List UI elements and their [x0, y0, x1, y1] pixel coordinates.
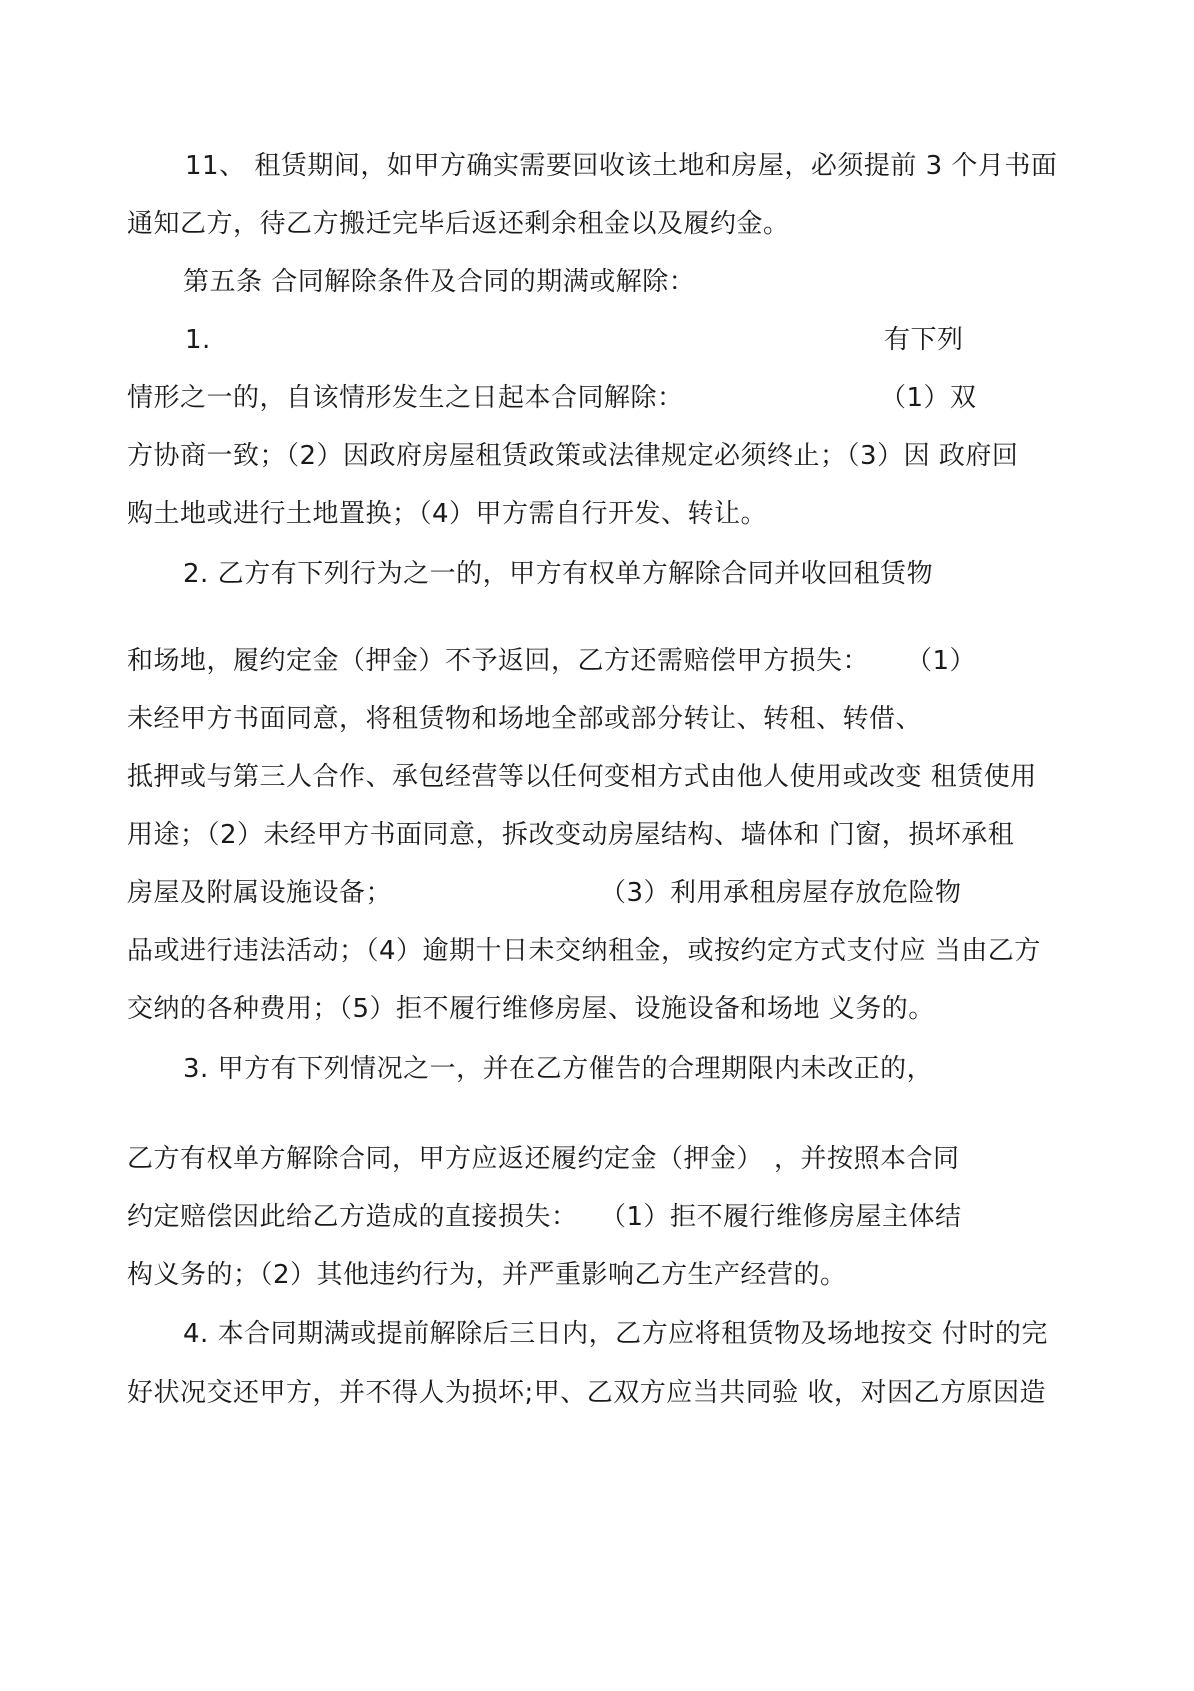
- text-line: 房屋及附属设施设备；: [127, 878, 393, 908]
- text-line: 购土地或进行土地置换；（4）甲方需自行开发、转让。: [127, 499, 768, 529]
- text-line: 品或进行违法活动；（4）逾期十日未交纳租金，或按约定方式支付应 当由乙方: [127, 936, 1041, 966]
- text-line: 通知乙方，待乙方搬迁完毕后返还剩余租金以及履约金。: [127, 209, 790, 239]
- text-line: 情形之一的，自该情形发生之日起本合同解除：: [127, 383, 684, 413]
- text-line: 和场地，履约定金（押金）不予返回，乙方还需赔偿甲方损失：: [127, 646, 870, 676]
- text-line: 构义务的；（2）其他违约行为，并严重影响乙方生产经营的。: [127, 1260, 847, 1290]
- text-line: 未经甲方书面同意，将租赁物和场地全部或部分转让、转租、转借、: [127, 704, 923, 734]
- text-line: （1）双: [880, 383, 977, 413]
- text-line: （1）拒不履行维修房屋主体结: [600, 1202, 962, 1232]
- text-line: 乙方有权单方解除合同，甲方应返还履约定金（押金）: [127, 1144, 764, 1174]
- text-line: 第五条 合同解除条件及合同的期满或解除：: [183, 267, 696, 297]
- text-line: ，并按照本合同: [774, 1144, 960, 1174]
- text-line: （1）: [906, 646, 977, 676]
- text-line: 约定赔偿因此给乙方造成的直接损失：: [127, 1202, 578, 1232]
- text-line: 抵押或与第三人合作、承包经营等以任何变相方式由他人使用或改变 租赁使用: [127, 762, 1037, 792]
- text-line: 2. 乙方有下列行为之一的，甲方有权单方解除合同并收回租赁物: [183, 559, 934, 589]
- text-line: 方协商一致；（2）因政府房屋租赁政策或法律规定必须终止；（3）因 政府回: [127, 441, 1019, 471]
- text-line: 好状况交还甲方，并不得人为损坏;甲、乙双方应当共同验 收，对因乙方原因造: [127, 1378, 1047, 1408]
- text-line: 1.: [185, 325, 211, 355]
- text-line: 4. 本合同期满或提前解除后三日内，乙方应将租赁物及场地按交 付时的完: [183, 1319, 1048, 1349]
- text-line: 3. 甲方有下列情况之一，并在乙方催告的合理期限内未改正的，: [183, 1054, 934, 1084]
- text-line: 交纳的各种费用；（5）拒不履行维修房屋、设施设备和场地 义务的。: [127, 994, 935, 1024]
- text-line: 有下列: [884, 325, 964, 355]
- text-line: 用途；（2）未经甲方书面同意，拆改变动房屋结构、墙体和 门窗，损坏承租: [127, 820, 1015, 850]
- text-line: 11、 租赁期间，如甲方确实需要回收该土地和房屋，必须提前 3 个月书面: [185, 151, 1058, 181]
- text-line: （3）利用承租房屋存放危险物: [600, 878, 962, 908]
